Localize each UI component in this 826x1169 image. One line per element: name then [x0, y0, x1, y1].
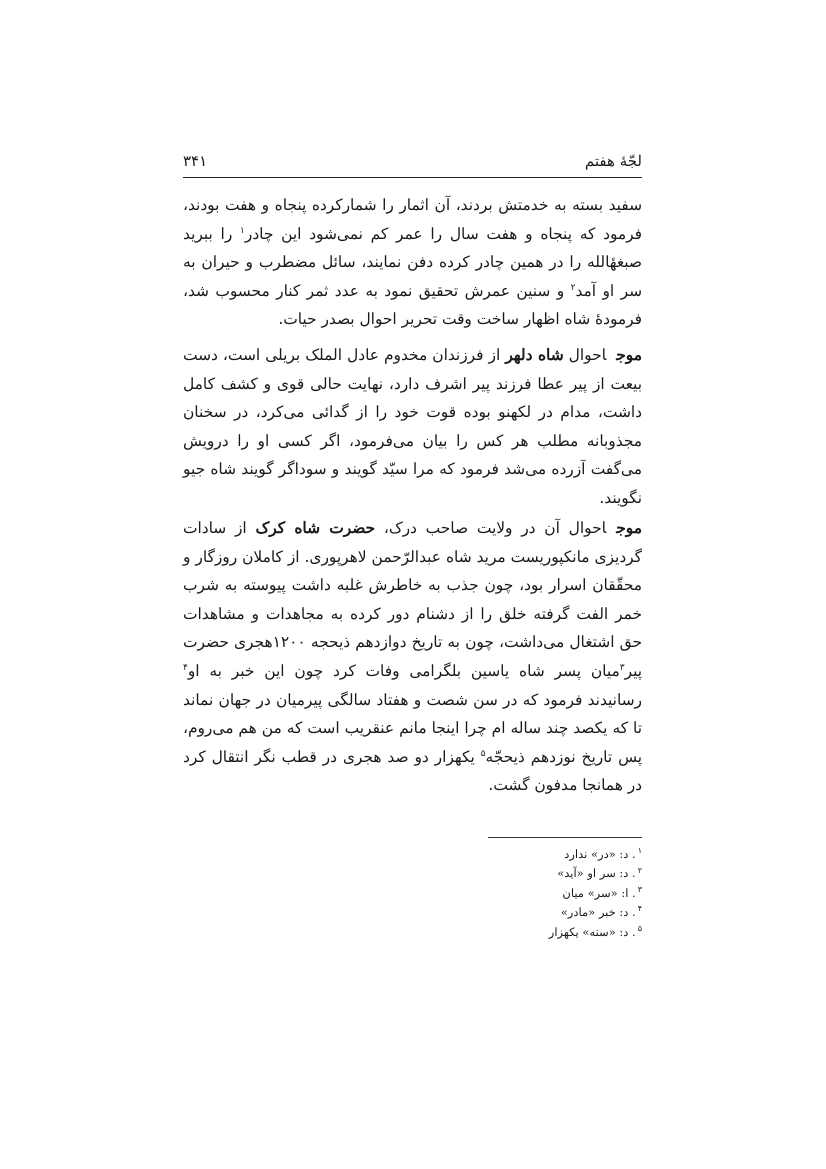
- paragraph-2: [183, 341, 642, 513]
- footnote-ref-1: ۱: [240, 225, 245, 236]
- footnote-ref-5: ۵: [480, 748, 486, 759]
- footnote-text: . د: «سنه» یکهزار: [548, 924, 636, 939]
- footnote-text: . د: خبر «مادر»: [560, 905, 636, 920]
- running-header: [183, 148, 642, 178]
- saint-name: حضرت شاه کرک: [255, 519, 376, 537]
- footnote-ref-4: ۴: [183, 662, 188, 673]
- footnote-item: [400, 884, 642, 903]
- paragraph-3: [183, 514, 642, 800]
- footnote-number: ۱: [637, 846, 642, 856]
- section-marker: موج: [616, 519, 642, 537]
- footnote-item: [400, 864, 642, 883]
- paragraph-3-text-4: رسانیدند فرمود که در سن شصت و هفتاد سالگی پیرمیان در جهان نماند تا که یکصد چند ساله ام چرا اینجا مانم عنقریب است که من هم می‌روم، پس تاریخ نوزدهم ذیحجّه: [183, 690, 642, 766]
- saint-name: شاه دلهر: [505, 346, 564, 364]
- paragraph-1-text-1: سفید بسته به خدمتش بردند، آن اثمار را شمارکرده پنجاه و هفت بودند، فرمود که پنجاه و هفت سال را عمر کم نمی‌شود این چادر: [183, 196, 643, 243]
- paragraph-3-text-5: یکهزار دو صد هجری در قطب نگر انتقال کرد در همانجا مدفون گشت.: [183, 747, 642, 795]
- paragraph-2-text-1: احوال: [563, 346, 607, 364]
- footnote-number: ۵: [637, 923, 642, 933]
- footnote-text: . ا: «سر» میان: [562, 885, 636, 900]
- footnote-number: ۲: [637, 865, 642, 875]
- footnote-item: [400, 923, 642, 942]
- section-marker: موج: [616, 346, 642, 364]
- footnotes: [400, 845, 642, 942]
- footnote-ref-2: ۲: [570, 282, 576, 293]
- footnote-text: . د: سر او «آید»: [557, 866, 636, 881]
- paragraph-3-text-1: احوال آن در ولایت صاحب درک،: [375, 519, 607, 537]
- paragraph-1-text-3: و سنین عمرش تحقیق نمود به عدد ثمر کنار محسوب شد، فرمودهٔ شاه اظهار ساخت وقت تحریر احوال بصدر حیات.: [183, 281, 642, 329]
- paragraph-1-text-2: را ببرید صبغهٔالله را در همین چادر کرده دفن نمایند، سائل مضطرب و حیران به سر او آمد: [183, 224, 642, 300]
- footnote-text: . د: «در» ندارد: [564, 847, 636, 861]
- paragraph-1: [183, 191, 642, 334]
- footnote-number: ۴: [637, 904, 642, 914]
- header-rule: [183, 177, 642, 178]
- page-number: ۳۴۱: [183, 152, 208, 170]
- footnote-ref-3: ۳: [619, 662, 625, 673]
- paragraph-3-text-2: از سادات گردیزی مانکپوریست مرید شاه عبدالرّحمن لاهرپوری. از کاملان روزگار و محقّقان اسرار بود، چون جذب به خاطرش غلبه داشت پیوسته به شرب خمر الفت گرفته خلق را از دشنام دور کرده به مجاهدات و مشاهدات حق اشتغال می‌داشت، چون به تاریخ دوازدهم ذیحجه ۱۲۰۰هجری حضرت پیر: [183, 519, 643, 680]
- footnote-item: [400, 903, 642, 922]
- footnote-item: [400, 845, 642, 864]
- paragraph-3-text-3: میان پسر شاه یاسین بلگرامی وفات کرد چون این خبر به او: [187, 661, 620, 680]
- paragraph-2-text-2: از فرزندان مخدوم عادل الملک بریلی است، دست بیعت از پیر عطا فرزند پیر اشرف دارد، نهایت حالی قوی و کشف کامل داشت، مدام در لکهنو بوده قوت خود را از گدائی می‌کرد، در سخنان مجذوبانه مطلب هر کس را بیان می‌فرمود، اگر کسی او را درویش می‌گفت آزرده می‌شد فرمود که مرا سیّد گویند و سوداگر گویند شاه جیو نگویند.: [183, 346, 642, 507]
- footnote-number: ۳: [637, 884, 642, 894]
- chapter-title: لجّهٔ هفتم: [584, 152, 642, 170]
- footnote-rule: [488, 837, 642, 838]
